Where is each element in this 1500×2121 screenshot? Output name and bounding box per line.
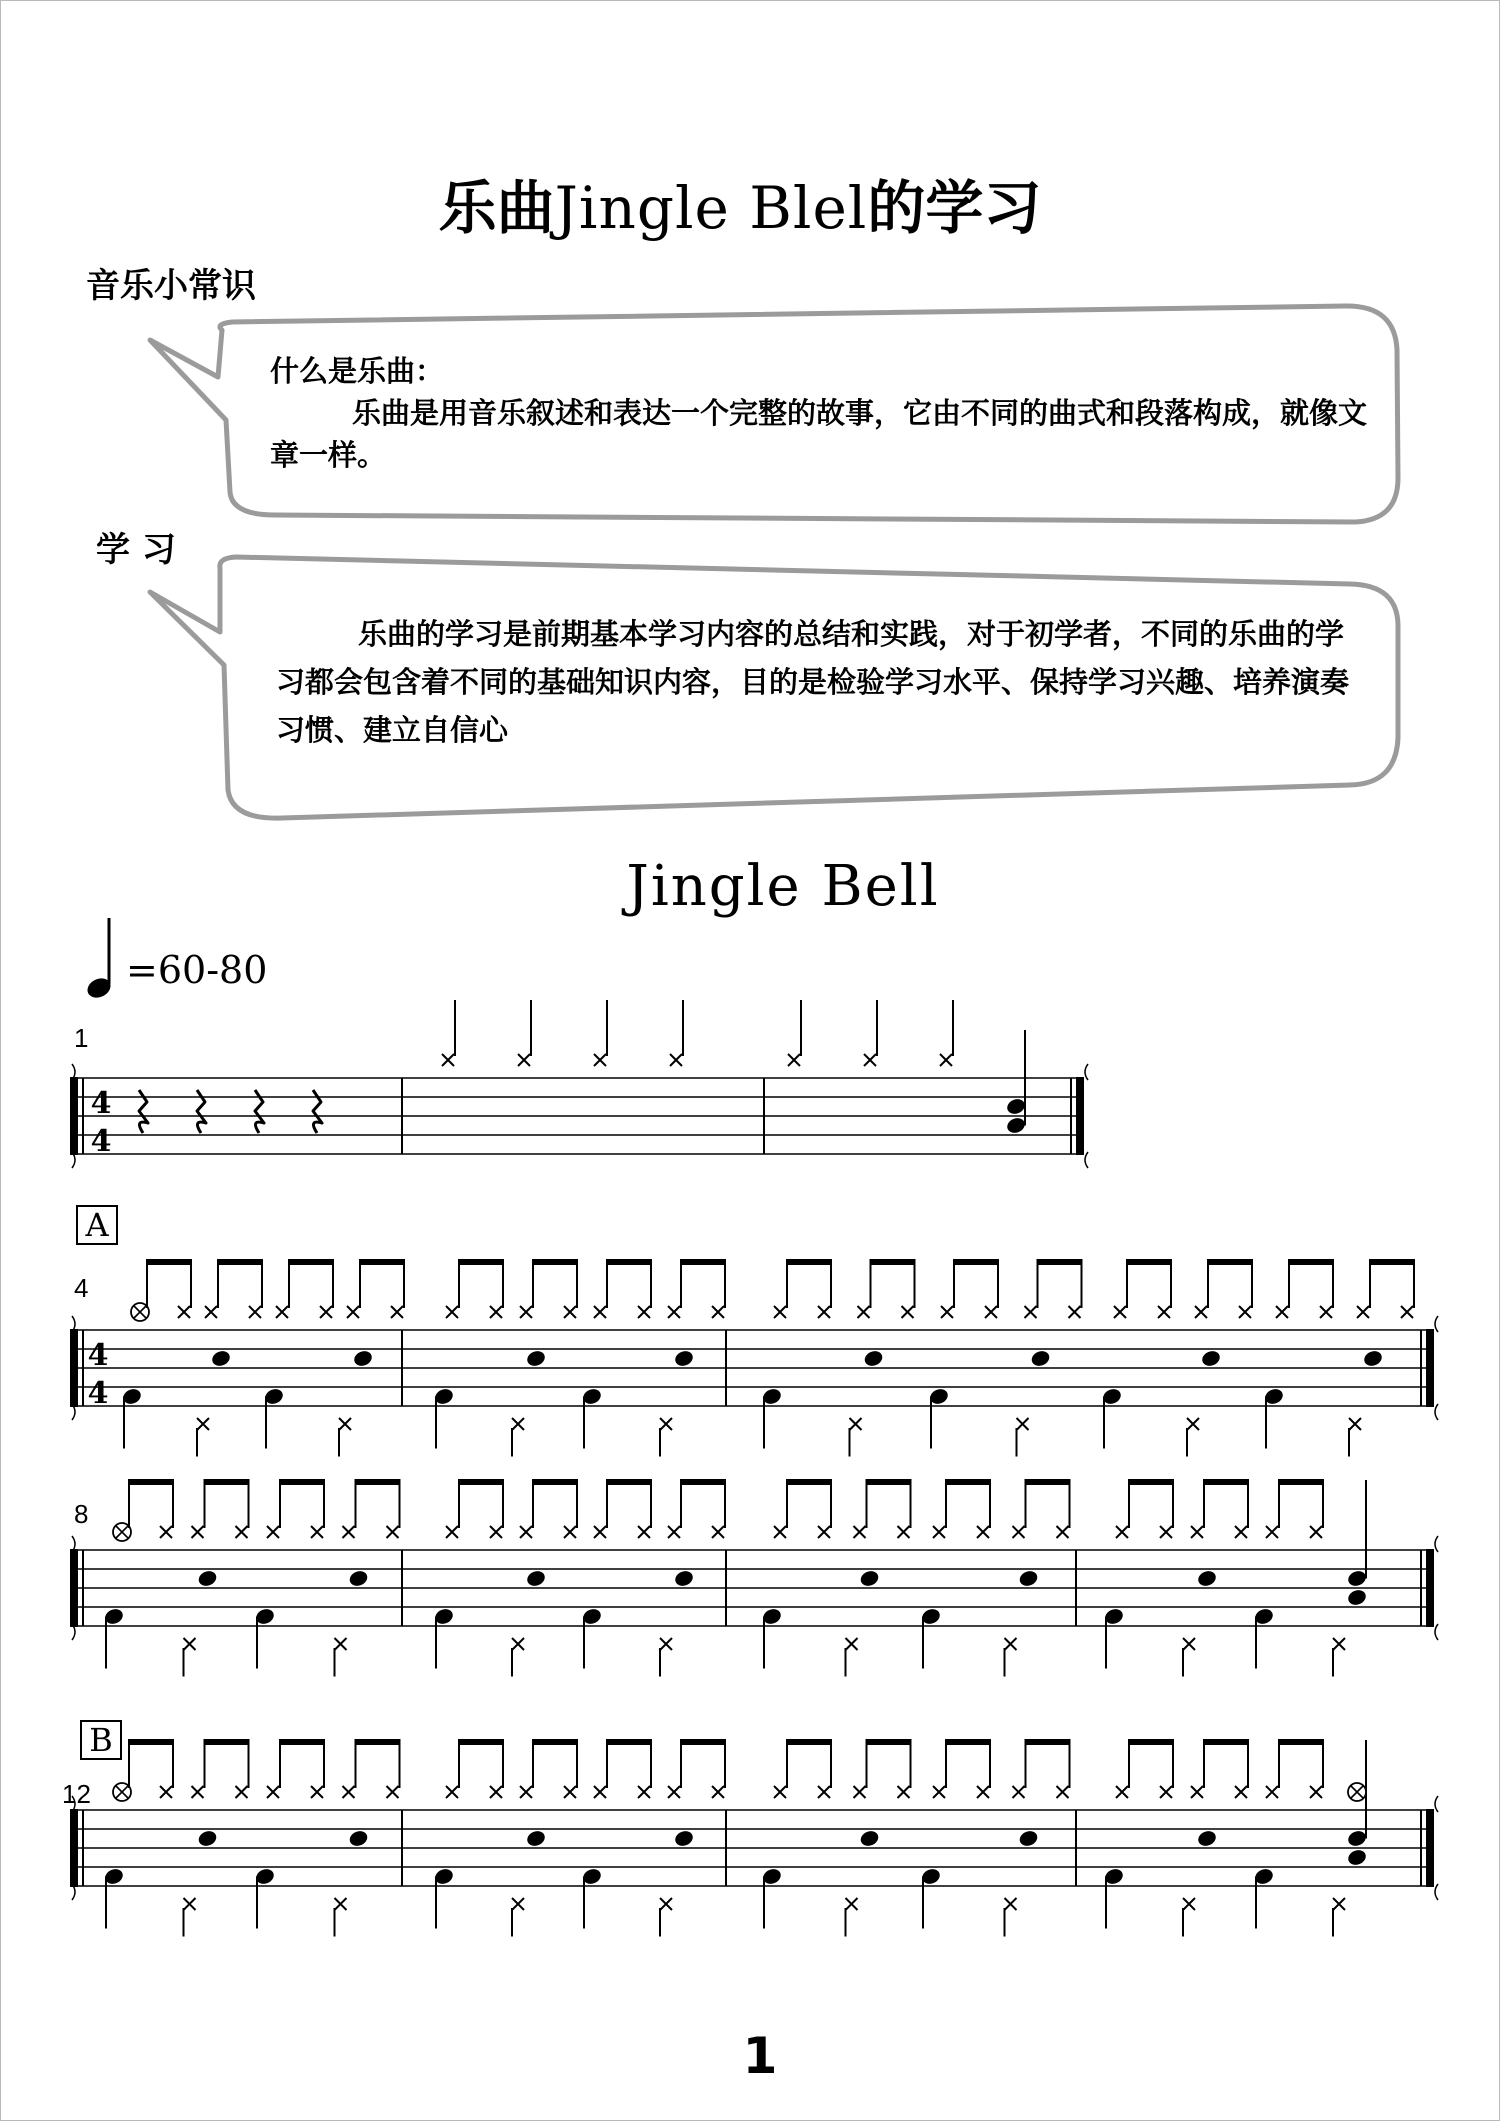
- hihat-notehead: [391, 1306, 403, 1318]
- start-barline-thick: [70, 1809, 78, 1887]
- hihat-notehead: [854, 1526, 866, 1538]
- hihat-notehead: [1116, 1786, 1128, 1798]
- hihat-notehead: [1266, 1526, 1278, 1538]
- hihat-notehead: [854, 1786, 866, 1798]
- hihat-notehead: [774, 1306, 786, 1318]
- hihat-notehead: [638, 1306, 650, 1318]
- hihat-notehead: [236, 1526, 248, 1538]
- hihat-notehead: [638, 1786, 650, 1798]
- hihat-notehead: [774, 1526, 786, 1538]
- beam: [786, 1479, 832, 1485]
- hihat-notehead: [564, 1306, 576, 1318]
- hihat-notehead: [192, 1526, 204, 1538]
- page-title: 乐曲Jingle Blel的学习: [438, 174, 1042, 242]
- hihat-notehead: [933, 1786, 945, 1798]
- hihat-notehead: [1158, 1306, 1170, 1318]
- bracket-end: [1435, 1536, 1438, 1640]
- hihat-foot-notehead: [512, 1418, 524, 1430]
- hihat-foot-notehead: [1333, 1898, 1345, 1910]
- time-signature-top: 4: [90, 1086, 112, 1122]
- hihat-foot-notehead: [1005, 1898, 1017, 1910]
- hihat-notehead: [205, 1306, 217, 1318]
- hihat-notehead: [858, 1306, 870, 1318]
- hihat-notehead: [343, 1526, 355, 1538]
- hihat-notehead: [276, 1306, 288, 1318]
- beam: [1128, 1479, 1174, 1485]
- final-barline-thick: [1426, 1809, 1434, 1887]
- snare-notehead: [673, 1569, 695, 1589]
- hihat-notehead: [490, 1786, 502, 1798]
- hihat-notehead: [668, 1526, 680, 1538]
- beam: [458, 1739, 504, 1745]
- bracket-end: [1435, 1316, 1438, 1420]
- hihat-notehead: [311, 1786, 323, 1798]
- hihat-notehead: [818, 1306, 830, 1318]
- snare-notehead: [673, 1349, 695, 1369]
- hihat-foot-notehead: [660, 1418, 672, 1430]
- tom-notehead: [1346, 1588, 1368, 1608]
- hihat-notehead: [311, 1526, 323, 1538]
- hihat-notehead: [1025, 1306, 1037, 1318]
- hihat-foot-notehead: [197, 1418, 209, 1430]
- hihat-notehead: [1069, 1306, 1081, 1318]
- hihat-notehead: [712, 1526, 724, 1538]
- hihat-notehead: [1013, 1526, 1025, 1538]
- hihat-foot-notehead: [1187, 1418, 1199, 1430]
- hihat-notehead: [774, 1786, 786, 1798]
- hihat-notehead: [192, 1786, 204, 1798]
- snare-notehead: [1005, 1097, 1027, 1117]
- beam: [288, 1259, 334, 1265]
- hihat-notehead: [320, 1306, 332, 1318]
- beam: [359, 1259, 405, 1265]
- hihat-foot-notehead: [660, 1638, 672, 1650]
- measure-number-4: 4: [74, 1273, 89, 1303]
- hihat-notehead: [1114, 1306, 1126, 1318]
- hihat-notehead: [1239, 1306, 1251, 1318]
- beam: [1203, 1739, 1249, 1745]
- snare-notehead: [1018, 1569, 1040, 1589]
- beam: [1025, 1739, 1071, 1745]
- beam: [1203, 1479, 1249, 1485]
- beam: [532, 1739, 578, 1745]
- hihat-notehead: [594, 1526, 606, 1538]
- hihat-notehead: [1057, 1526, 1069, 1538]
- beam: [1025, 1479, 1071, 1485]
- snare-notehead: [863, 1349, 885, 1369]
- beam: [786, 1739, 832, 1745]
- beam: [953, 1259, 999, 1265]
- hihat-notehead: [442, 1054, 454, 1066]
- hihat-notehead: [1057, 1786, 1069, 1798]
- hihat-notehead: [236, 1786, 248, 1798]
- hihat-notehead: [898, 1526, 910, 1538]
- measure-number-1: 1: [74, 1023, 89, 1053]
- hihat-notehead: [977, 1786, 989, 1798]
- snare-notehead: [1196, 1569, 1218, 1589]
- knowledge-heading: 什么是乐曲：: [270, 354, 445, 388]
- hihat-notehead: [1235, 1526, 1247, 1538]
- hihat-notehead: [940, 1054, 952, 1066]
- hihat-notehead: [446, 1526, 458, 1538]
- hihat-notehead: [267, 1526, 279, 1538]
- bracket-end: [1435, 1796, 1438, 1900]
- hihat-notehead: [818, 1786, 830, 1798]
- beam: [866, 1479, 912, 1485]
- hihat-notehead: [638, 1526, 650, 1538]
- beam: [680, 1479, 726, 1485]
- snare-notehead: [859, 1829, 881, 1849]
- beam: [1207, 1259, 1253, 1265]
- hihat-notehead: [518, 1054, 530, 1066]
- tom-notehead: [1346, 1848, 1368, 1868]
- hihat-notehead: [594, 1054, 606, 1066]
- hihat-notehead: [1401, 1306, 1413, 1318]
- beam: [1278, 1479, 1324, 1485]
- hihat-foot-notehead: [335, 1638, 347, 1650]
- snare-notehead: [1346, 1829, 1368, 1849]
- hihat-notehead: [347, 1306, 359, 1318]
- hihat-foot-notehead: [846, 1638, 858, 1650]
- snare-notehead: [1196, 1829, 1218, 1849]
- rehearsal-mark-b: B: [80, 1720, 122, 1760]
- beam: [606, 1259, 652, 1265]
- hihat-foot-notehead: [512, 1638, 524, 1650]
- hihat-notehead: [864, 1054, 876, 1066]
- hihat-notehead: [490, 1306, 502, 1318]
- study-label: 学 习: [96, 530, 176, 570]
- snare-notehead: [197, 1829, 219, 1849]
- hihat-notehead: [160, 1786, 172, 1798]
- snare-notehead: [673, 1829, 695, 1849]
- beam: [355, 1479, 401, 1485]
- snare-notehead: [1018, 1829, 1040, 1849]
- hihat-notehead: [387, 1526, 399, 1538]
- hihat-notehead: [343, 1786, 355, 1798]
- time-signature-bottom: 4: [90, 1124, 112, 1160]
- snare-notehead: [1200, 1349, 1222, 1369]
- hihat-notehead: [446, 1306, 458, 1318]
- hihat-notehead: [712, 1306, 724, 1318]
- hihat-foot-notehead: [512, 1898, 524, 1910]
- hihat-notehead: [1357, 1306, 1369, 1318]
- snare-notehead: [525, 1569, 547, 1589]
- hihat-notehead: [178, 1306, 190, 1318]
- hihat-notehead: [1235, 1786, 1247, 1798]
- knowledge-body: 乐曲是用音乐叙述和表达一个完整的故事，它由不同的曲式和段落构成，就像文章一样。: [270, 396, 1368, 472]
- hihat-notehead: [564, 1786, 576, 1798]
- beam: [680, 1259, 726, 1265]
- bracket-end: [1085, 1064, 1088, 1168]
- snare-notehead: [1362, 1349, 1384, 1369]
- beam: [279, 1479, 325, 1485]
- beam: [458, 1479, 504, 1485]
- final-barline-thick: [1426, 1549, 1434, 1627]
- tempo-marking: =60-80: [126, 948, 268, 992]
- knowledge-label: 音乐小常识: [86, 266, 256, 306]
- page-number: 1: [742, 2027, 778, 2085]
- rehearsal-mark-a: A: [76, 1205, 118, 1245]
- snare-notehead: [352, 1349, 374, 1369]
- time-signature-top: 4: [87, 1338, 109, 1374]
- hihat-foot-notehead: [1333, 1638, 1345, 1650]
- beam: [146, 1259, 192, 1265]
- hihat-foot-notehead: [335, 1898, 347, 1910]
- hihat-notehead: [1320, 1306, 1332, 1318]
- hihat-notehead: [594, 1306, 606, 1318]
- hihat-notehead: [520, 1306, 532, 1318]
- hihat-notehead: [1160, 1786, 1172, 1798]
- beam: [204, 1479, 250, 1485]
- hihat-notehead: [520, 1526, 532, 1538]
- hihat-foot-notehead: [846, 1898, 858, 1910]
- hihat-notehead: [564, 1526, 576, 1538]
- hihat-foot-notehead: [339, 1418, 351, 1430]
- hihat-foot-notehead: [850, 1418, 862, 1430]
- beam: [128, 1479, 174, 1485]
- hihat-notehead: [902, 1306, 914, 1318]
- hihat-notehead: [1160, 1526, 1172, 1538]
- beam: [204, 1739, 250, 1745]
- hihat-notehead: [1116, 1526, 1128, 1538]
- beam: [606, 1479, 652, 1485]
- hihat-notehead: [1195, 1306, 1207, 1318]
- beam: [1288, 1259, 1334, 1265]
- hihat-notehead: [1310, 1786, 1322, 1798]
- snare-notehead: [859, 1569, 881, 1589]
- hihat-notehead: [1276, 1306, 1288, 1318]
- hihat-foot-notehead: [1183, 1638, 1195, 1650]
- score-title: Jingle Bell: [626, 854, 940, 919]
- hihat-notehead: [1013, 1786, 1025, 1798]
- hihat-foot-notehead: [1183, 1898, 1195, 1910]
- hihat-notehead: [490, 1526, 502, 1538]
- snare-notehead: [525, 1829, 547, 1849]
- hihat-notehead: [985, 1306, 997, 1318]
- start-barline-thick: [70, 1329, 78, 1407]
- start-barline-thick: [70, 1077, 78, 1155]
- hihat-notehead: [160, 1526, 172, 1538]
- final-barline-thick: [1426, 1329, 1434, 1407]
- hihat-foot-notehead: [1017, 1418, 1029, 1430]
- hihat-notehead: [670, 1054, 682, 1066]
- hihat-foot-notehead: [1005, 1638, 1017, 1650]
- beam: [945, 1479, 991, 1485]
- hihat-notehead: [898, 1786, 910, 1798]
- measure-number-12: 12: [62, 1779, 91, 1809]
- snare-notehead: [525, 1349, 547, 1369]
- hihat-foot-notehead: [1349, 1418, 1361, 1430]
- beam: [1369, 1259, 1415, 1265]
- snare-notehead: [348, 1569, 370, 1589]
- snare-notehead: [1346, 1569, 1368, 1589]
- beam: [1037, 1259, 1083, 1265]
- study-body: 乐曲的学习是前期基本学习内容的总结和实践，对于初学者，不同的乐曲的学习都会包含着不同的基础知识内容，目的是检验学习水平、保持学习兴趣、培养演奏习惯、建立自信心: [276, 617, 1350, 747]
- hihat-notehead: [933, 1526, 945, 1538]
- hihat-notehead: [267, 1786, 279, 1798]
- hihat-notehead: [941, 1306, 953, 1318]
- beam: [866, 1739, 912, 1745]
- snare-notehead: [197, 1569, 219, 1589]
- final-barline-thick: [1076, 1077, 1084, 1155]
- hihat-foot-notehead: [184, 1638, 196, 1650]
- time-signature-bottom: 4: [87, 1376, 109, 1412]
- hihat-notehead: [249, 1306, 261, 1318]
- hihat-notehead: [977, 1526, 989, 1538]
- beam: [279, 1739, 325, 1745]
- hihat-notehead: [1310, 1526, 1322, 1538]
- hihat-notehead: [1191, 1786, 1203, 1798]
- tom-notehead: [1005, 1116, 1027, 1136]
- snare-notehead: [210, 1349, 232, 1369]
- hihat-notehead: [818, 1526, 830, 1538]
- hihat-notehead: [1266, 1786, 1278, 1798]
- snare-notehead: [348, 1829, 370, 1849]
- hihat-foot-notehead: [184, 1898, 196, 1910]
- hihat-notehead: [712, 1786, 724, 1798]
- beam: [606, 1739, 652, 1745]
- hihat-notehead: [594, 1786, 606, 1798]
- beam: [355, 1739, 401, 1745]
- beam: [680, 1739, 726, 1745]
- hihat-notehead: [668, 1306, 680, 1318]
- hihat-notehead: [520, 1786, 532, 1798]
- hihat-notehead: [387, 1786, 399, 1798]
- beam: [1278, 1739, 1324, 1745]
- beam: [786, 1259, 832, 1265]
- beam: [532, 1479, 578, 1485]
- beam: [945, 1739, 991, 1745]
- beam: [870, 1259, 916, 1265]
- beam: [458, 1259, 504, 1265]
- hihat-notehead: [788, 1054, 800, 1066]
- beam: [128, 1739, 174, 1745]
- snare-notehead: [1030, 1349, 1052, 1369]
- beam: [217, 1259, 263, 1265]
- measure-number-8: 8: [74, 1499, 89, 1529]
- beam: [1128, 1739, 1174, 1745]
- hihat-notehead: [1191, 1526, 1203, 1538]
- beam: [532, 1259, 578, 1265]
- hihat-notehead: [446, 1786, 458, 1798]
- hihat-foot-notehead: [660, 1898, 672, 1910]
- start-barline-thick: [70, 1549, 78, 1627]
- beam: [1126, 1259, 1172, 1265]
- hihat-notehead: [668, 1786, 680, 1798]
